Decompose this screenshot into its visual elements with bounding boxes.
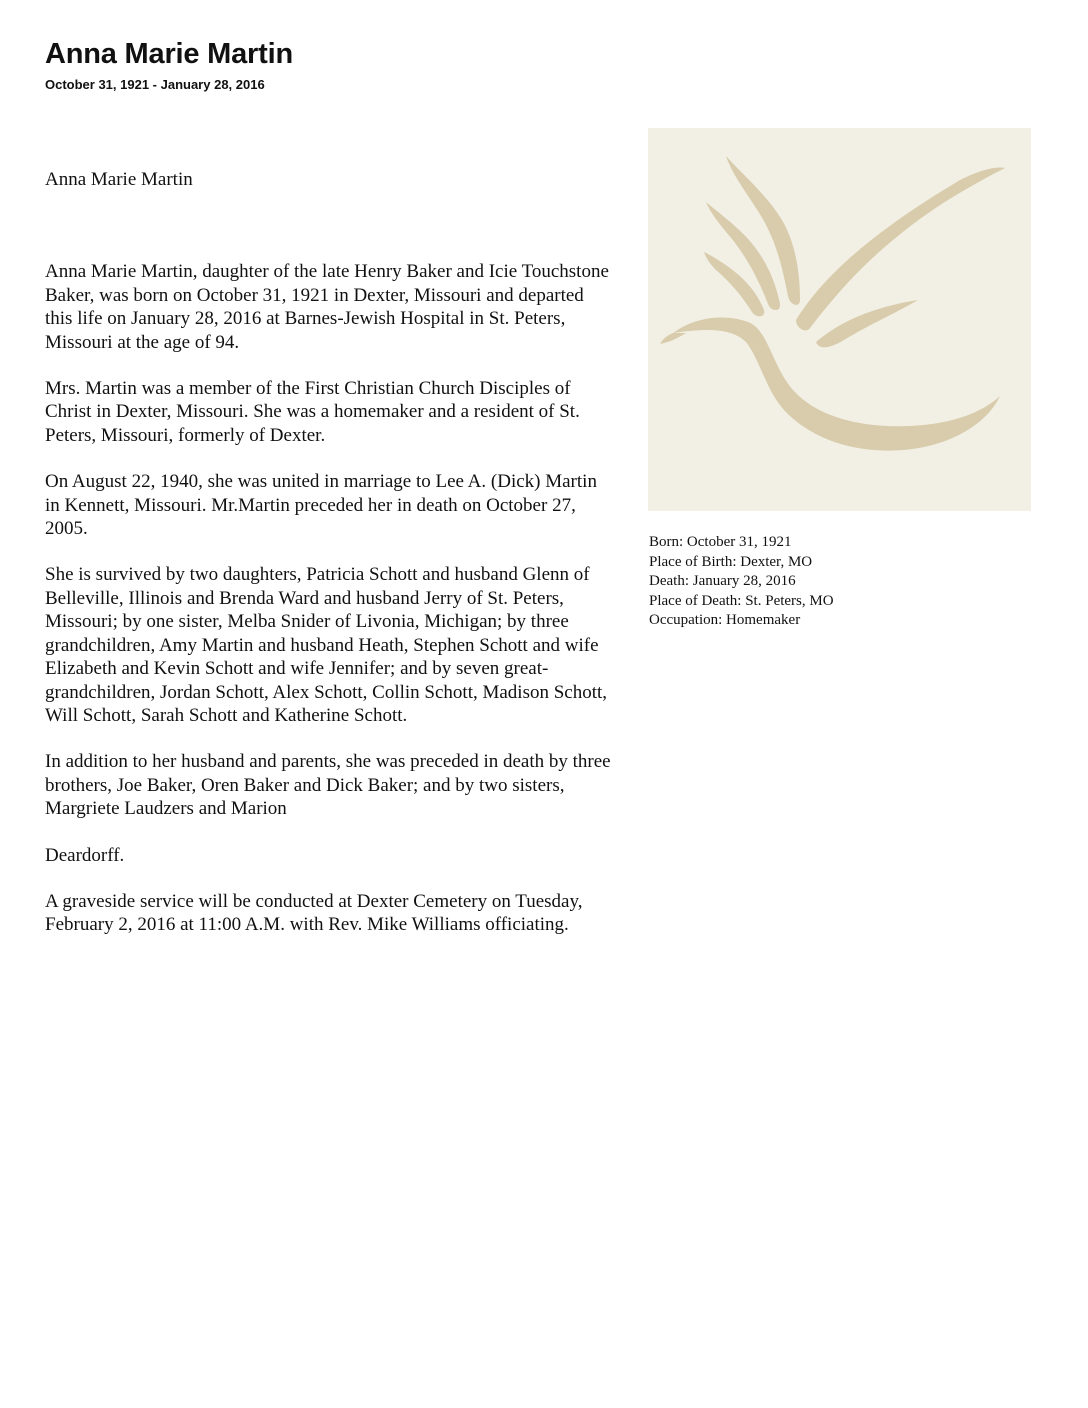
memorial-photo [648,128,1031,511]
obituary-header [45,36,293,94]
fact-occupation: Occupation: Homemaker [649,612,801,628]
paragraph-preceded-continued: Deardorff. [45,844,125,866]
paragraph-preceded: In addition to her husband and parents, she was preceded in death by three brothers, Joe Baker, Oren Baker and Dick Baker; and by two sisters, Margriete Laudzers and Marion [45,751,611,820]
dove-icon [648,128,1031,511]
paragraph-survivors: She is survived by two daughters, Patricia Schott and husband Glenn of Belleville, Illinois and Brenda Ward and husband Jerry of St. Peters, Missouri; by one sister, Melba Snider of Livonia, Michigan; by three grandchildren, Amy Martin and husband Heath, Stephen Schott and wife Elizabeth and Kevin Schott and wife Jennifer; and by seven great-grandchildren, Jordan Schott, Alex Schott, Collin Schott, Madison Schott, Will Schott, Sarah Schott and Katherine Schott. [45,564,608,726]
paragraph-birth-death: Anna Marie Martin, daughter of the late Henry Baker and Icie Touchstone Baker, was born on October 31, 1921 in Dexter, Missouri and departed this life on January 28, 2016 at Barnes-Jewish Hospital in St. Peters, Missouri at the age of 94. [45,261,609,353]
body-name-line: Anna Marie Martin [45,169,193,190]
paragraph-service: A graveside service will be conducted at Dexter Cemetery on Tuesday, February 2, 2016 at 11:00 A.M. with Rev. Mike Williams officiating. [45,890,583,936]
obituary-body [45,168,615,960]
paragraph-marriage: On August 22, 1940, she was united in marriage to Lee A. (Dick) Martin in Kennett, Missouri. Mr.Martin preceded her in death on October 27, 2005. [45,471,597,540]
vital-facts [649,533,834,631]
paragraph-church: Mrs. Martin was a member of the First Christian Church Disciples of Christ in Dexter, Missouri. She was a homemaker and a resident of St. Peters, Missouri, formerly of Dexter. [45,378,580,446]
life-dates: October 31, 1921 - January 28, 2016 [45,77,265,92]
fact-place-of-death: Place of Death: St. Peters, MO [649,592,834,609]
page-title: Anna Marie Martin [45,38,293,70]
fact-born: Born: October 31, 1921 [649,534,792,550]
fact-death: Death: January 28, 2016 [649,573,796,589]
fact-place-of-birth: Place of Birth: Dexter, MO [649,553,813,570]
